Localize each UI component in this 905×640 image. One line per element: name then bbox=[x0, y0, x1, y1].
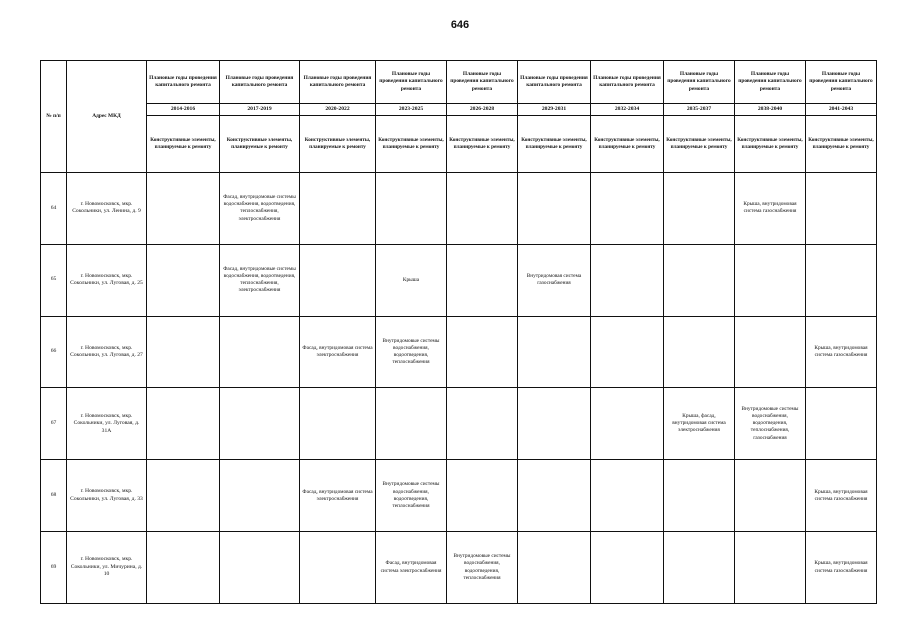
repair-elements-cell: Внутридомовые системы водоснабжения, водоотведения, теплоснабжения bbox=[447, 532, 518, 604]
period-years: 2017-2019 bbox=[220, 104, 300, 116]
row-number: 69 bbox=[41, 532, 67, 604]
repair-elements-cell bbox=[147, 173, 220, 245]
building-address: г. Новомосковск, мкр. Сокольники, ул. Ленина, д. 9 bbox=[67, 173, 147, 245]
period-header-label: Плановые годы проведения капитального ремонта bbox=[591, 61, 664, 104]
repair-elements-cell bbox=[735, 532, 806, 604]
period-elements-header: Конструктивные элементы, планируемые к ремонту bbox=[376, 116, 447, 173]
period-years: 2032-2034 bbox=[591, 104, 664, 116]
period-years: 2026-2028 bbox=[447, 104, 518, 116]
period-years: 2014-2016 bbox=[147, 104, 220, 116]
page-number: 646 bbox=[450, 19, 470, 31]
period-elements-header: Конструктивные элементы, планируемые к ремонту bbox=[806, 116, 877, 173]
table-row bbox=[41, 173, 877, 245]
table-row bbox=[41, 460, 877, 532]
repair-elements-cell bbox=[147, 460, 220, 532]
repair-elements-cell bbox=[664, 532, 735, 604]
repair-elements-cell bbox=[591, 532, 664, 604]
period-years: 2029-2031 bbox=[518, 104, 591, 116]
repair-elements-cell: Фасад, внутридомовые системы водоснабжения, водоотведения, теплоснабжения, электроснабжения bbox=[220, 244, 300, 316]
repair-elements-cell bbox=[447, 460, 518, 532]
period-elements-header: Конструктивные элементы, планируемые к ремонту bbox=[518, 116, 591, 173]
repair-elements-cell bbox=[518, 532, 591, 604]
repair-elements-cell bbox=[447, 316, 518, 388]
repair-elements-cell: Фасад, внутридомовые системы водоснабжения, водоотведения, теплоснабжения, электроснабжения bbox=[220, 173, 300, 245]
period-years: 2038-2040 bbox=[735, 104, 806, 116]
repair-elements-cell: Внутридомовые системы водоснабжения, водоотведения, теплоснабжения, газоснабжения bbox=[735, 388, 806, 460]
row-number: 67 bbox=[41, 388, 67, 460]
column-header-address: Адрес МКД bbox=[67, 61, 147, 173]
repair-elements-cell: Крыша, внутридомовая система газоснабжения bbox=[806, 460, 877, 532]
repair-elements-cell: Крыша bbox=[376, 244, 447, 316]
repair-elements-cell bbox=[220, 532, 300, 604]
repair-elements-cell bbox=[518, 173, 591, 245]
repair-elements-cell bbox=[664, 244, 735, 316]
repair-elements-cell bbox=[735, 316, 806, 388]
repair-elements-cell bbox=[591, 388, 664, 460]
repair-elements-cell: Внутридомовые системы водоснабжения, водоотведения, теплоснабжения bbox=[376, 460, 447, 532]
period-elements-header: Конструктивные элементы, планируемые к ремонту bbox=[147, 116, 220, 173]
table-row bbox=[41, 388, 877, 460]
row-number: 68 bbox=[41, 460, 67, 532]
repair-elements-cell bbox=[300, 532, 376, 604]
repair-elements-cell bbox=[735, 244, 806, 316]
repair-elements-cell bbox=[518, 388, 591, 460]
period-header-label: Плановые годы проведения капитального ремонта bbox=[147, 61, 220, 104]
repair-elements-cell: Крыша, внутридомовая система газоснабжения bbox=[735, 173, 806, 245]
period-elements-header: Конструктивные элементы, планируемые к ремонту bbox=[591, 116, 664, 173]
period-header-label: Плановые годы проведения капитального ремонта bbox=[300, 61, 376, 104]
period-years: 2020-2022 bbox=[300, 104, 376, 116]
period-header-label: Плановые годы проведения капитального ремонта bbox=[376, 61, 447, 104]
repair-elements-cell bbox=[447, 244, 518, 316]
period-years: 2023-2025 bbox=[376, 104, 447, 116]
period-elements-header: Конструктивные элементы, планируемые к ремонту bbox=[220, 116, 300, 173]
repair-elements-cell bbox=[220, 316, 300, 388]
table-row bbox=[41, 244, 877, 316]
repair-elements-cell bbox=[220, 460, 300, 532]
repair-elements-cell bbox=[735, 460, 806, 532]
repair-elements-cell: Крыша, внутридомовая система газоснабжения bbox=[806, 316, 877, 388]
period-elements-header: Конструктивные элементы, планируемые к ремонту bbox=[664, 116, 735, 173]
repair-elements-cell bbox=[591, 316, 664, 388]
repair-elements-cell bbox=[664, 460, 735, 532]
repair-elements-cell bbox=[376, 388, 447, 460]
period-elements-header: Конструктивные элементы, планируемые к ремонту bbox=[300, 116, 376, 173]
building-address: г. Новомосковск, мкр. Сокольники, ул. Луговая, д. 33 bbox=[67, 460, 147, 532]
repair-elements-cell bbox=[447, 173, 518, 245]
period-years: 2035-2037 bbox=[664, 104, 735, 116]
period-header-label: Плановые годы проведения капитального ремонта bbox=[518, 61, 591, 104]
repair-elements-cell bbox=[376, 173, 447, 245]
repair-elements-cell bbox=[591, 244, 664, 316]
period-header-label: Плановые годы проведения капитального ремонта bbox=[735, 61, 806, 104]
row-number: 65 bbox=[41, 244, 67, 316]
repair-elements-cell: Фасад, внутридомовая система электроснабжения bbox=[300, 460, 376, 532]
repair-elements-cell bbox=[806, 388, 877, 460]
repair-elements-cell bbox=[591, 173, 664, 245]
row-number: 66 bbox=[41, 316, 67, 388]
period-header-label: Плановые годы проведения капитального ремонта bbox=[447, 61, 518, 104]
column-header-number: № п/п bbox=[41, 61, 67, 173]
repair-elements-cell bbox=[147, 532, 220, 604]
repair-elements-cell bbox=[147, 316, 220, 388]
repair-elements-cell bbox=[518, 316, 591, 388]
repair-elements-cell: Внутридомовая система газоснабжения bbox=[518, 244, 591, 316]
building-address: г. Новомосковск, мкр. Сокольники, ул. Луговая, д. 25 bbox=[67, 244, 147, 316]
repair-elements-cell bbox=[518, 460, 591, 532]
repair-elements-cell: Фасад, внутридомовая система электроснабжения bbox=[300, 316, 376, 388]
period-header-label: Плановые годы проведения капитального ремонта bbox=[806, 61, 877, 104]
repair-elements-cell bbox=[447, 388, 518, 460]
repair-elements-cell: Крыша, фасад, внутридомовая система электроснабжения bbox=[664, 388, 735, 460]
repair-elements-cell bbox=[220, 388, 300, 460]
repair-elements-cell: Фасад, внутридомовая система электроснабжения bbox=[376, 532, 447, 604]
period-header-label: Плановые годы проведения капитального ремонта bbox=[220, 61, 300, 104]
period-header-label: Плановые годы проведения капитального ремонта bbox=[664, 61, 735, 104]
repair-elements-cell bbox=[664, 316, 735, 388]
repair-elements-cell bbox=[300, 173, 376, 245]
table-row bbox=[41, 532, 877, 604]
repair-elements-cell bbox=[806, 173, 877, 245]
repair-elements-cell: Внутридомовые системы водоснабжения, водоотведения, теплоснабжения bbox=[376, 316, 447, 388]
table-row bbox=[41, 316, 877, 388]
repair-elements-cell bbox=[664, 173, 735, 245]
repair-elements-cell bbox=[300, 388, 376, 460]
building-address: г. Новомосковск, мкр. Сокольники, ул. Луговая, д. 31А bbox=[67, 388, 147, 460]
capital-repair-schedule-table bbox=[40, 60, 877, 604]
repair-elements-cell bbox=[300, 244, 376, 316]
repair-elements-cell bbox=[147, 388, 220, 460]
building-address: г. Новомосковск, мкр. Сокольники, ул. Луговая, д. 27 bbox=[67, 316, 147, 388]
building-address: г. Новомосковск, мкр. Сокольники, ул. Мичурина, д. 10 bbox=[67, 532, 147, 604]
repair-elements-cell: Крыша, внутридомовая система газоснабжения bbox=[806, 532, 877, 604]
row-number: 64 bbox=[41, 173, 67, 245]
repair-elements-cell bbox=[147, 244, 220, 316]
repair-elements-cell bbox=[591, 460, 664, 532]
period-elements-header: Конструктивные элементы, планируемые к ремонту bbox=[735, 116, 806, 173]
period-elements-header: Конструктивные элементы, планируемые к ремонту bbox=[447, 116, 518, 173]
period-years: 2041-2043 bbox=[806, 104, 877, 116]
repair-elements-cell bbox=[806, 244, 877, 316]
